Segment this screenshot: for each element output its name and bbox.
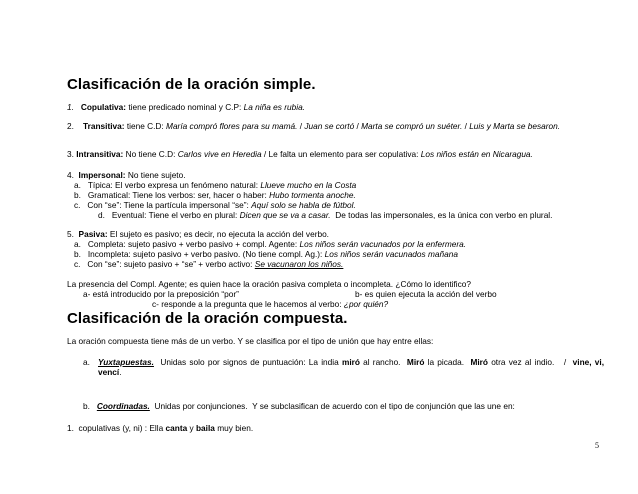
item-example: La niña es rubia. (243, 102, 305, 112)
subitem-text: al rancho. (359, 357, 407, 367)
item-label: Copulativa: (80, 102, 127, 112)
subitem-pasiva-a (74, 239, 466, 249)
separator: / (462, 121, 470, 131)
subitem-lead: b. (83, 401, 90, 411)
item-example: Carlos vive en Heredia (177, 149, 262, 159)
verb-highlight: Miró (470, 357, 488, 367)
subitem-lead: d. (98, 210, 105, 220)
item-pasiva (67, 229, 329, 239)
subitem-text: muy bien. (214, 423, 254, 433)
subitem-pasiva-b (74, 249, 458, 259)
item-intransitiva (67, 149, 533, 159)
presencia-c (152, 299, 388, 309)
item-number: 3. (67, 149, 74, 159)
item-text: Le falta un elemento para ser copulativa: (268, 149, 421, 159)
subitem-text: Con “se”: sujeto pasivo + “se” + verbo activo: (87, 259, 255, 269)
verb-highlight: vine, vi, vencí (98, 357, 605, 377)
presencia-a: a- está introducido por la preposición “por” (83, 289, 239, 299)
compuesta-a (98, 357, 604, 377)
subitem-text: Completa: sujeto pasivo + verbo pasivo + compl. Agente: (87, 239, 300, 249)
item-text: No tiene sujeto. (125, 170, 186, 180)
item-transitiva (83, 121, 603, 131)
subitem-text: otra vez al indio. / (487, 357, 573, 367)
subitem-text: De todas las impersonales, es la única con verbo en plural. (330, 210, 553, 220)
item-text: tiene C.D: (124, 121, 167, 131)
subitem-example: Llueve mucho en la Costa (260, 180, 357, 190)
subitem-example: Se vacunaron los niños. (254, 259, 344, 269)
page-number: 5 (595, 441, 599, 450)
subitem-example: Hubo tormenta anoche. (269, 190, 356, 200)
separator: / (354, 121, 362, 131)
subitem-lead: a. (74, 239, 81, 249)
item-text: El sujeto es pasivo; es decir, no ejecuta la acción del verbo. (107, 229, 329, 239)
subitem-impersonal-c (74, 200, 356, 210)
subitem-lead: c. (74, 200, 81, 210)
separator: / (297, 121, 305, 131)
subitem-text: Típica: El verbo expresa un fenómeno natural: (87, 180, 261, 190)
item-label: Pasiva: (78, 229, 108, 239)
verb-highlight: canta (165, 423, 188, 433)
presencia-b: b- es quien ejecuta la acción del verbo (355, 289, 497, 299)
presencia-c-question: ¿por quién? (343, 299, 389, 309)
item-label: Transitiva: (83, 121, 125, 131)
subitem-text: Eventual: Tiene el verbo en plural: (111, 210, 240, 220)
item-text: No tiene C.D: (123, 149, 178, 159)
separator: / (261, 149, 269, 159)
item-label: Intransitiva: (76, 149, 124, 159)
item-number: 5. (67, 229, 74, 239)
compuesta-a-lead: a. (83, 357, 90, 367)
subitem-label: Coordinadas. (96, 401, 150, 411)
compuesta-copulativas (67, 423, 253, 433)
item-impersonal (67, 170, 186, 180)
item-transitiva-number: 2. (67, 121, 74, 131)
subitem-lead: a. (74, 180, 81, 190)
compuesta-b (83, 401, 515, 411)
subitem-text: 1. copulativas (y, ni) : Ella (67, 423, 166, 433)
presencia-text: La presencia del Compl. Agente; es quien hace la oración pasiva completa o incompleta. ¿Cómo lo identifico? (67, 279, 472, 289)
subitem-impersonal-d (98, 210, 552, 220)
subitem-example: Dicen que se va a casar. (239, 210, 331, 220)
subitem-lead: b. (74, 190, 81, 200)
section-title-simple: Clasificación de la oración simple. (67, 76, 316, 93)
subitem-text: y (187, 423, 196, 433)
subitem-text: Incompleta: sujeto pasivo + verbo pasivo. (No tiene compl. Ag.): (87, 249, 325, 259)
subitem-impersonal-b (74, 190, 356, 200)
item-text: tiene predicado nominal y C.P: (126, 102, 244, 112)
subitem-text: Con “se”: Tiene la partícula impersonal “se”: (87, 200, 252, 210)
verb-highlight: Miró (406, 357, 425, 367)
subitem-impersonal-a (74, 180, 356, 190)
verb-highlight: miró (341, 357, 360, 367)
subitem-example: Aquí solo se habla de fútbol. (251, 200, 356, 210)
item-label: Impersonal: (78, 170, 126, 180)
subitem-lead: b. (74, 249, 81, 259)
compuesta-intro: La oración compuesta tiene más de un verbo. Y se clasifica por el tipo de unión que hay entre ellas: (67, 336, 434, 346)
item-example: Luis y Marta se besaron. (469, 121, 561, 131)
subitem-text: . (119, 367, 122, 377)
subitem-lead: c. (74, 259, 81, 269)
subitem-label: Yuxtapuestas. (98, 357, 154, 367)
section-title-compuesta: Clasificación de la oración compuesta. (67, 310, 348, 327)
subitem-pasiva-c (74, 259, 343, 269)
verb-highlight: baila (195, 423, 215, 433)
subitem-text: Gramatical: Tiene los verbos: ser, hacer o haber: (87, 190, 270, 200)
subitem-text: Unidas por conjunciones. Y se subclasifican de acuerdo con el tipo de conjunción que las une en: (149, 401, 515, 411)
subitem-example: Los niños serán vacunados mañana (324, 249, 458, 259)
item-example: Los niños están en Nicaragua. (420, 149, 533, 159)
presencia-c-text: c- responde a la pregunta que le hacemos al verbo: (152, 299, 344, 309)
subitem-text: la picada. (424, 357, 471, 367)
item-number: 1. (67, 102, 74, 112)
item-example: María compró flores para su mamá. (166, 121, 298, 131)
subitem-example: Los niños serán vacunados por la enfermera. (299, 239, 467, 249)
subitem-text: Unidas solo por signos de puntuación: La india (153, 357, 342, 367)
item-copulativa (67, 102, 305, 112)
item-example: Marta se compró un suéter. (361, 121, 463, 131)
item-number: 4. (67, 170, 74, 180)
item-example: Juan se cortó (304, 121, 355, 131)
